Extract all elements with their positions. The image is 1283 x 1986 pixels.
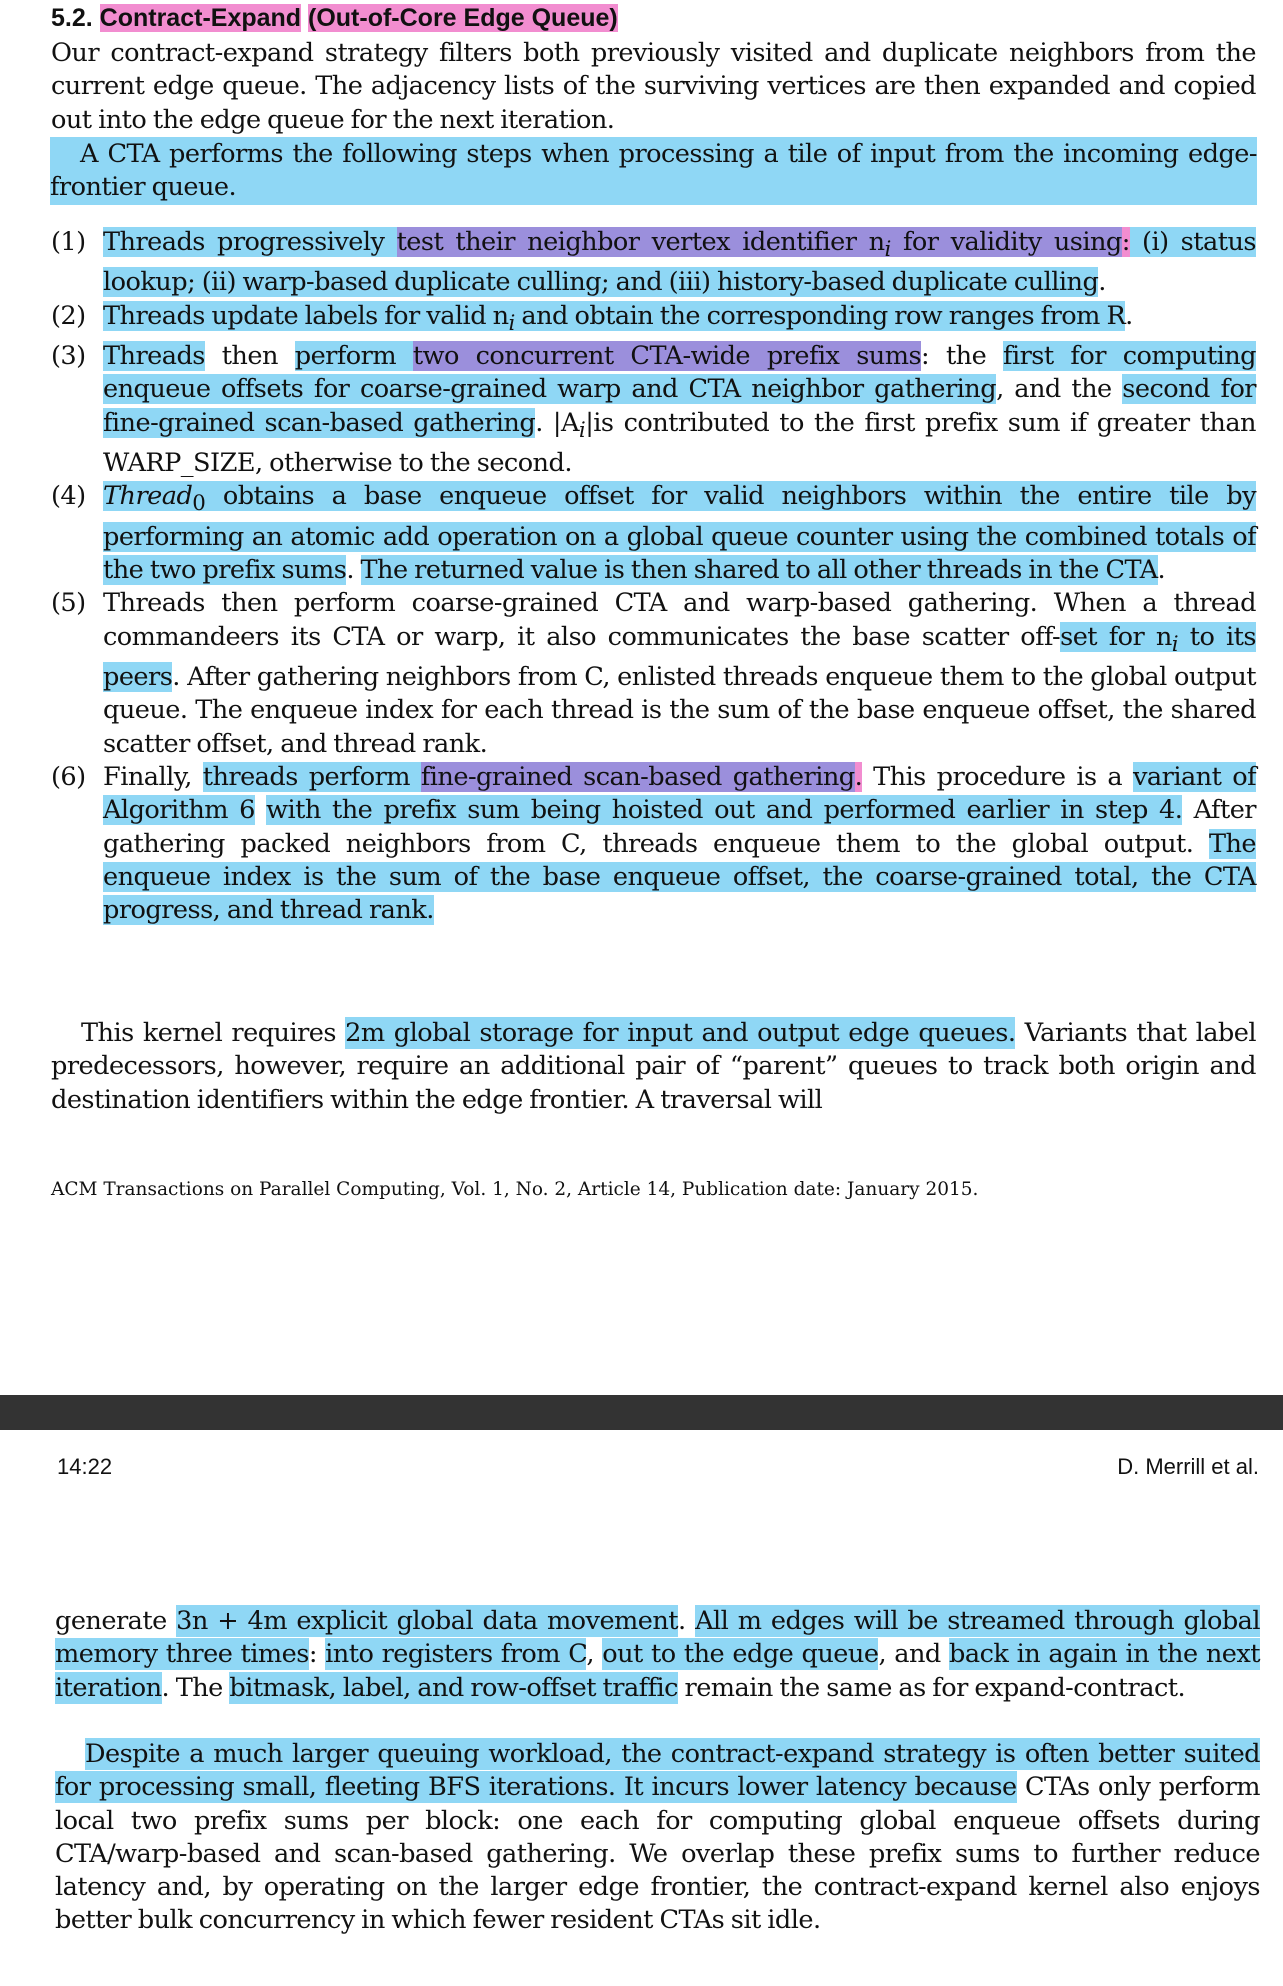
step-text: variant of Algorithm 6 xyxy=(103,762,1256,826)
step-text: fine-grained scan-based gathering xyxy=(420,762,855,792)
step-number: (1) xyxy=(51,227,86,257)
para-text: out to the edge queue xyxy=(602,1639,879,1670)
step-text: threads perform xyxy=(202,762,421,792)
step-item xyxy=(51,340,1256,480)
step-text: second for fine-grained scan-based gathering xyxy=(103,374,1256,438)
step-text: . After gathering neighbors from C, enlisted threads enqueue them to the global output queue. The enqueue index for each thread is the sum of the base enqueue offset, the shared scatter offset, and thread rank. xyxy=(103,662,1256,759)
step-text: then xyxy=(204,341,295,372)
step-text: . xyxy=(854,762,863,792)
para-text: Variants that label predecessors, however, require an additional pair of “parent” queues to track both origin and destination identifiers within the edge frontier. A traversal will xyxy=(51,1018,1257,1115)
step-text: test their neighbor vertex identifier $n_i$ for validity using xyxy=(396,227,1122,263)
intro-highlight: A CTA performs the following steps when processing a tile of input from the incoming edge-frontier queue. xyxy=(50,137,1257,206)
step-number: (3) xyxy=(51,341,86,372)
step-text: This procedure is a xyxy=(862,762,1134,792)
page-separator xyxy=(0,1395,1283,1430)
step-number: (5) xyxy=(51,588,86,619)
step-text: two concurrent CTA-wide prefix sums xyxy=(412,341,922,372)
step-number: (6) xyxy=(51,762,86,792)
section-heading xyxy=(51,2,618,34)
latency-paragraph xyxy=(55,1738,1260,1938)
section-title-sub: (Out-of-Core Edge Queue) xyxy=(308,4,618,32)
para-text: All m edges will be streamed through global memory three times xyxy=(55,1606,1261,1670)
para-text: , and xyxy=(878,1639,950,1670)
step-text: Threads then perform coarse-grained CTA and warp-based gathering. When a thread commandeers its CTA or warp, it also communicates the base scatter off- xyxy=(103,588,1256,652)
para-text: : xyxy=(308,1639,326,1670)
step-text: perform xyxy=(294,341,413,372)
para-text: 2m global storage for input and output edge queues. xyxy=(345,1018,1016,1048)
step-text: . xyxy=(346,555,361,586)
step-item xyxy=(51,300,1256,340)
section-number: 5.2. xyxy=(51,4,93,32)
step-text: Threads update labels for valid $n_i$ and obtain the corresponding row ranges from R xyxy=(103,300,1126,336)
para-text: into registers from C xyxy=(325,1639,587,1670)
step-text: The returned value is then shared to all other threads in the CTA xyxy=(360,555,1158,586)
para-text: , xyxy=(586,1639,603,1670)
step-text: set for $n_i$ to its peers xyxy=(103,621,1256,693)
running-author: D. Merrill et al. xyxy=(1117,1454,1259,1479)
step-text: . xyxy=(1157,555,1166,586)
step-text: Threads progressively xyxy=(103,227,397,257)
para-text: CTAs only perform local two prefix sums per block: one each for computing global enqueue offsets during CTA/warp-based and scan-based gathering. We overlap these prefix sums to further reduce latency and, by operating on the larger edge frontier, the contract-expand kernel also enjoys better bulk concurrency in which fewer resident CTAs sit idle. xyxy=(55,1772,1260,1936)
para-text: . The xyxy=(161,1672,230,1703)
step-text: . xyxy=(1125,300,1133,331)
para-text: remain the same as for expand-contract. xyxy=(677,1672,1186,1703)
step-text: , and the xyxy=(996,374,1123,405)
intro-text: Our contract-expand strategy filters both previously visited and duplicate neighbors from the current edge queue. The adjacency lists of the surviving vertices are then expanded and copied out into the edge queue for the next iteration. xyxy=(51,38,1256,135)
step-text: i xyxy=(578,417,586,443)
para-text: generate xyxy=(55,1606,177,1636)
step-text: Thread$_0$ obtains a base enqueue offset for valid neighbors within the entire tile by performing an atomic add operation on a global queue counter using the combined totals of the two prefix sums xyxy=(103,481,1256,586)
step-item xyxy=(51,761,1256,927)
para-text: 3n + 4m explicit global data movement xyxy=(176,1606,679,1636)
journal-footer: ACM Transactions on Parallel Computing, Vol. 1, No. 2, Article 14, Publication date: January 2015. xyxy=(51,1179,979,1200)
step-text: first for computing enqueue offsets for coarse-grained warp and CTA neighbor gathering xyxy=(103,341,1256,405)
para-text: . xyxy=(678,1606,696,1636)
step-text: . xyxy=(1098,267,1106,298)
page-number: 14:22 xyxy=(57,1454,113,1479)
step-text: After gathering packed neighbors from C, threads enqueue them to the global output. xyxy=(103,795,1256,859)
step-text: with the prefix sum being hoisted out and performed earlier in step 4. xyxy=(266,795,1183,826)
step-text: (i) status lookup; (ii) warp-based duplicate culling; and (iii) history-based duplicate culling xyxy=(103,227,1256,298)
step-text: . |A xyxy=(535,407,579,438)
step-text: : the xyxy=(921,341,1004,372)
step-text: Threads xyxy=(103,341,205,372)
step-text: The enqueue index is the sum of the base enqueue offset, the coarse-grained total, the CTA progress, and thread rank. xyxy=(103,828,1256,926)
step-text xyxy=(255,795,266,825)
step-item xyxy=(51,480,1256,587)
paper-page-lower xyxy=(0,1430,1283,1986)
section-title-main: Contract-Expand xyxy=(99,4,302,32)
step-text: |is contributed to the first prefix sum if greater than WARP_SIZE, otherwise to the second. xyxy=(103,407,1256,479)
step-text: Finally, xyxy=(103,762,203,792)
para-text: back in again in the next iteration xyxy=(55,1639,1261,1703)
step-number: (2) xyxy=(51,300,86,331)
storage-paragraph xyxy=(51,1017,1256,1117)
intro-paragraph xyxy=(51,37,1256,205)
para-text: This kernel requires xyxy=(81,1018,346,1048)
step-item xyxy=(51,226,1256,300)
para-text: bitmask, label, and row-offset traffic xyxy=(229,1672,678,1703)
traffic-paragraph xyxy=(55,1605,1260,1705)
para-text: Despite a much larger queuing workload, the contract-expand strategy is often better suited for processing small, fleeting BFS iterations. It incurs lower latency because xyxy=(55,1739,1260,1803)
step-item xyxy=(51,587,1256,761)
step-text: : xyxy=(1121,227,1130,257)
step-number: (4) xyxy=(51,481,86,512)
step-list xyxy=(51,226,1256,927)
